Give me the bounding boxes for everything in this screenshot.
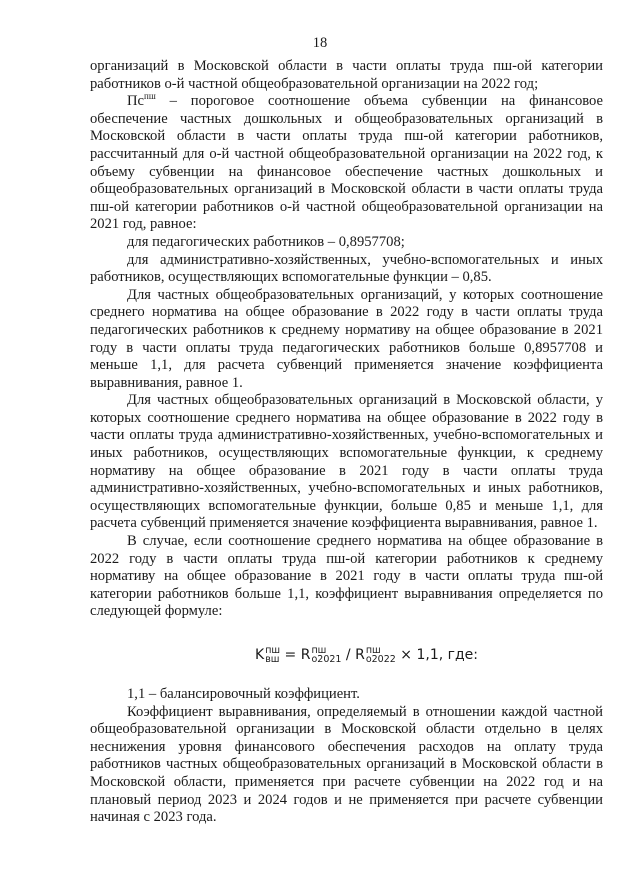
formula-k-sub: вш bbox=[265, 654, 280, 665]
threshold-symbol bbox=[127, 93, 156, 109]
paragraph-balancing-coefficient: 1,1 – балансировочный коэффициент. bbox=[127, 686, 360, 702]
page-number: 18 bbox=[312, 35, 328, 51]
paragraph-administrative-rule: Для частных общеобразовательных организаций в Московской области, у которых соотношение среднего норматива на общее образование в 2022 году в части оплаты труда административно-хозяйственных, учебно-вспомогательных и иных работников, осуществляющих вспомогательные функции, к среднему нормативу на общее образование в 2021 году в части оплаты труда административно-хозяйственных, учебно-вспомогательных и иных работников, осуществляющих вспомогательные функции, больше 0,85 и меньше 1,1, для расчета субвенций применяется значение коэффициента выравнивания, равное 1. bbox=[90, 392, 603, 532]
formula-r2-sub: o2022 bbox=[365, 654, 396, 665]
formula-k: K bbox=[255, 647, 265, 663]
threshold-definition-text: – пороговое соотношение объема субвенции на финансовое обеспечение частных дошкольных и общеобразовательных организаций в Московской области в части оплаты труда пш-ой категории работников, рассчитанный для о-й частной общеобразовательной организации на 2022 год, к объему субвенции на финансовое обеспечение частных дошкольных и общеобразовательных организаций в Московской области в части оплаты труда пш-ой категории работников о-й частной общеобразовательной организации на 2021 год, равное: bbox=[90, 93, 603, 233]
formula-divide: / bbox=[341, 647, 356, 663]
paragraph-administrative-value: для административно-хозяйственных, учебно-вспомогательных и иных работников, осуществляющих вспомогательные функции – 0,85. bbox=[90, 251, 603, 286]
formula-r1-indices bbox=[311, 646, 341, 664]
formula-equals: = bbox=[280, 647, 301, 663]
alignment-coefficient-formula bbox=[90, 644, 603, 666]
formula-r1-sup: пш bbox=[311, 645, 327, 656]
paragraph-pedagogical-value: для педагогических работников – 0,8957708; bbox=[127, 233, 405, 250]
formula-k-indices bbox=[265, 646, 280, 664]
formula-k-sup: пш bbox=[265, 645, 281, 656]
paragraph-threshold-definition bbox=[90, 93, 603, 234]
threshold-symbol-sup: пш bbox=[144, 91, 156, 102]
formula-r2: R bbox=[355, 647, 365, 663]
paragraph-pedagogical-rule: Для частных общеобразовательных организаций, у которых соотношение среднего норматива на общее образование в 2022 году в части оплаты труда педагогических работников к среднему нормативу на общее образование в 2021 году в части оплаты труда педагогических работников больше 0,8957708 и меньше 1,1, для расчета субвенций применяется значение коэффициента выравнивания, равное 1. bbox=[90, 286, 603, 391]
formula-r1-sub: o2021 bbox=[311, 654, 342, 665]
paragraph-continuation: организаций в Московской области в части оплаты труда пш-ой категории работников о-й частной общеобразовательной организации на 2022 год; bbox=[90, 58, 603, 92]
paragraph-formula-intro: В случае, если соотношение среднего норматива на общее образование в 2022 году в части оплаты труда пш-ой категории работников к среднему нормативу на общее образование в 2021 году в части оплаты труда пш-ой категории работников больше 1,1, коэффициент выравнивания определяется по следующей формуле: bbox=[90, 533, 603, 620]
threshold-symbol-base: Пс bbox=[127, 93, 145, 110]
document-body bbox=[90, 58, 603, 827]
paragraph-coefficient-application: Коэффициент выравнивания, определяемый в отношении каждой частной общеобразовательной организации в Московской области отдельно в целях неснижения уровня финансового обеспечения расходов на оплату труда работников частных общеобразовательных организаций в Московской области в Московской области, применяется при расчете субвенции на 2022 год и на плановый период 2023 и 2024 годов и не применяется при расчете субвенции начиная с 2023 года. bbox=[90, 703, 603, 826]
formula-r2-sup: пш bbox=[365, 645, 381, 656]
formula-r2-indices bbox=[366, 646, 396, 664]
formula-r1: R bbox=[300, 647, 311, 663]
formula-tail: × 1,1, где: bbox=[395, 647, 478, 663]
